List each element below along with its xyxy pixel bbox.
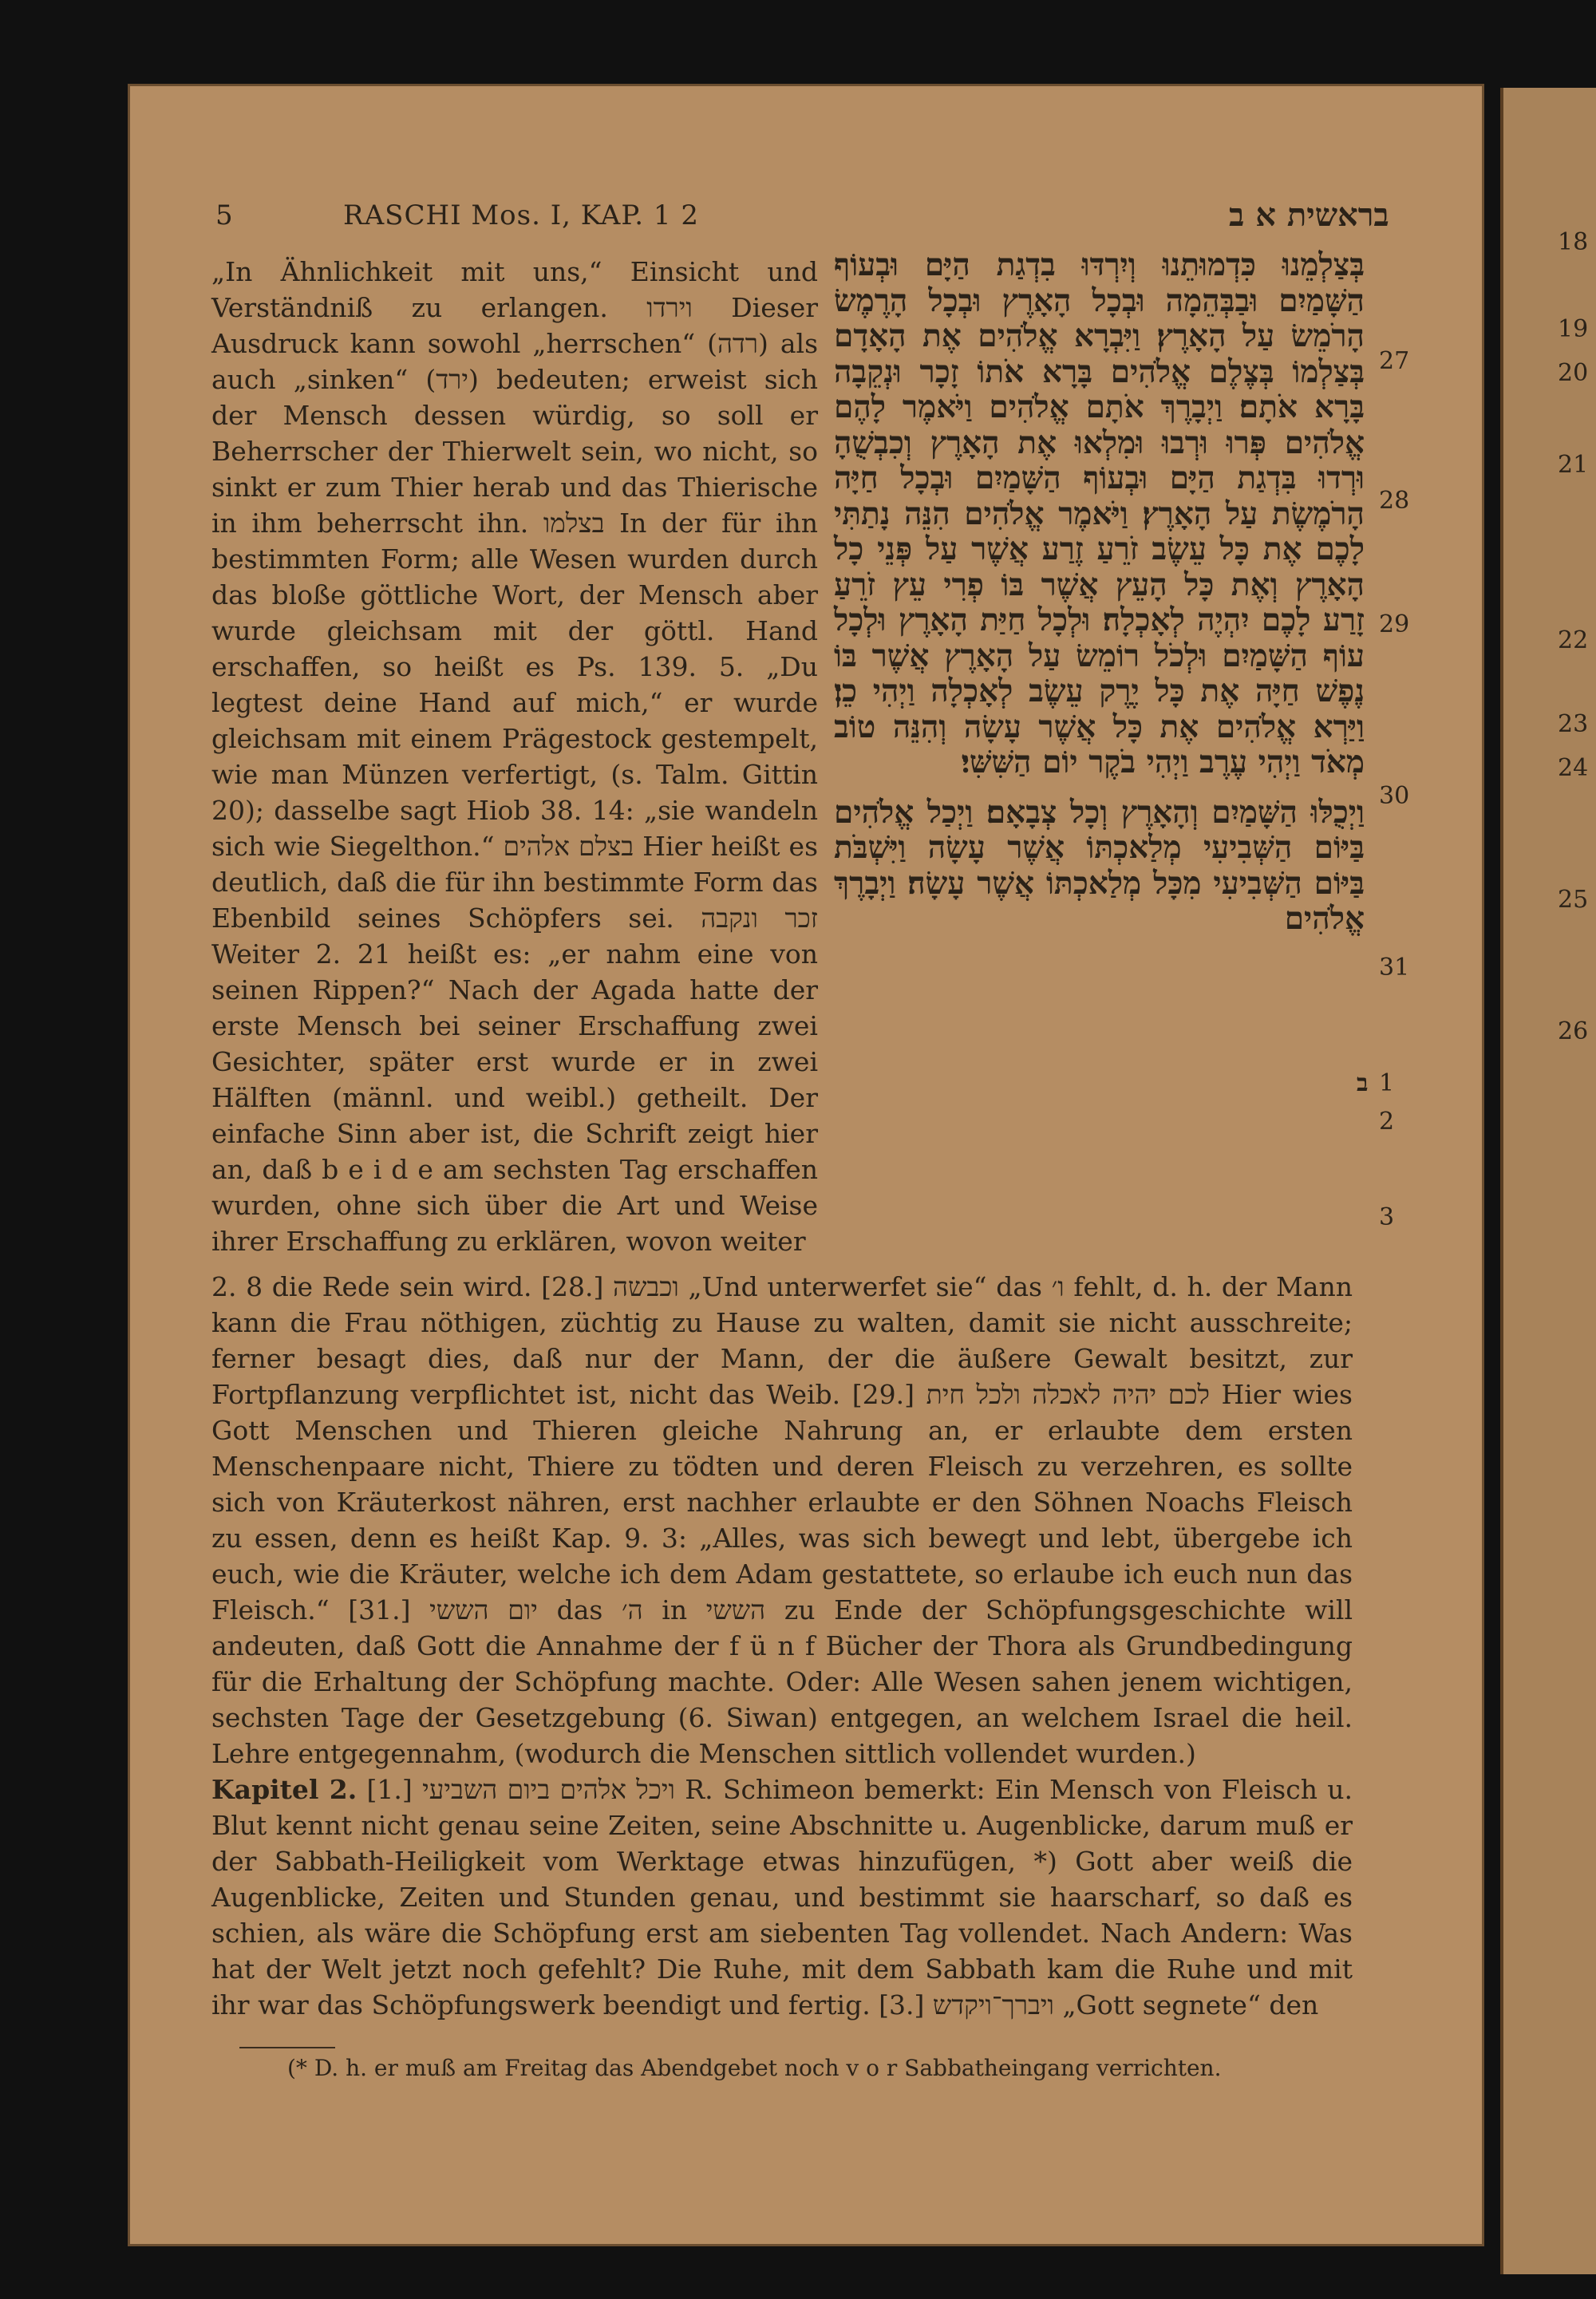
footnote: (* D. h. er muß am Freitag das Abendgebet noch v o r Sabbatheingang verrichten. <box>287 2055 1222 2081</box>
page-number: 5 <box>215 199 233 231</box>
chapter-marker: ב <box>1357 1069 1369 1097</box>
margin-number: 18 <box>1558 228 1589 256</box>
margin-number: 25 <box>1558 886 1589 914</box>
commentary-paragraph-kapitel <box>211 1772 1353 2023</box>
margin-number: 24 <box>1558 754 1589 782</box>
verse-number: 28 <box>1379 487 1410 515</box>
margin-number: 21 <box>1558 451 1589 479</box>
margin-number: 20 <box>1558 359 1589 387</box>
verse-number: 30 <box>1379 782 1410 810</box>
verse-number: 31 <box>1379 954 1410 982</box>
hebrew-chapter-2-text: וַיְכֻלּוּ הַשָּׁמַיִם וְהָאָרֶץ וְכָל צְבָאָם׃ וַיְכַל אֱלֹהִים בַּיּוֹם הַשְּׁבִיעִי מְלַאכְתּוֹ אֲשֶׁר עָשָׂה וַיִּשְׁבֹּת בַּיּוֹם הַשְּׁבִיעִי מִכָּל מְלַאכְתּוֹ אֲשֶׁר עָשָׂה׃ וַיְבָרֶךְ אֱלֹהִים <box>834 793 1365 937</box>
verse-number: 27 <box>1379 347 1410 375</box>
hebrew-text-column <box>834 247 1365 937</box>
verse-number: 29 <box>1379 610 1410 638</box>
full-width-commentary <box>211 1269 1353 2023</box>
commentary-column: „In Ähnlichkeit mit uns,“ Einsicht und Verständniß zu erlangen. וירדו Dieser Ausdruck kann sowohl „herrschen“ (רדה) als auch „sinken“ (ירד) bedeuten; erweist sich der Mensch dessen würdig, so soll er Beherrscher der Thierwelt sein, wo nicht, so sinkt er zum Thier herab und das Thierische in ihm beherrscht ihn. בצלמו In der für ihn bestimmten Form; alle Wesen wurden durch das bloße göttliche Wort, der Mensch aber wurde gleichsam mit der göttl. Hand erschaffen, so heißt es Ps. 139. 5. „Du legtest deine Hand auf mich,“ er wurde gleichsam mit einem Prägestock gestempelt, wie man Münzen verfertigt, (s. Talm. Gittin 20); dasselbe sagt Hiob 38. 14: „sie wandeln sich wie Siegelthon.“ בצלם אלהים Hier heißt es deutlich, daß die für ihn bestimmte Form das Ebenbild seines Schöpfers sei. זכר ונקבה Weiter 2. 21 heißt es: „er nahm eine von seinen Rippen?“ Nach der Agada hatte der erste Mensch bei seiner Erschaffung zwei Gesichter, später erst wurde er in zwei Hälften (männl. und weibl.) getheilt. Der einfache Sinn aber ist, die Schrift zeigt hier an, daß b e i d e am sechsten Tag erschaffen wurden, ohne sich über die Art und Weise ihrer Erschaffung zu erklären, wovon weiter <box>211 256 819 1257</box>
kapitel-text: [1.] ויכל אלהים ביום השביעי R. Schimeon bemerkt: Ein Mensch von Fleisch u. Blut kennt nicht genau seine Zeiten, seine Abschnitte u. Augenblicke, darum muß er der Sabbath-Heiligkeit vom Werktage etwas hinzufügen, *) Gott aber weiß die Augenblicke, Zeiten und Stunden genau, und bestimmt sie haarscharf, so daß es schien, als wäre die Schöpfung erst am siebenten Tag vollendet. Nach Andern: Was hat der Welt jetzt noch gefehlt? Die Ruhe, mit dem Sabbath kam die Ruhe und mit ihr war das Schöpfungswerk beendigt und fertig. [3.] ויברך־ויקדש „Gott segnete“ den <box>211 1774 1353 2021</box>
margin-number: 26 <box>1558 1017 1589 1045</box>
hebrew-chapter-1-text: בְּצַלְמֵנוּ כִּדְמוּתֵנוּ וְיִרְדּוּ בִדְגַת הַיָּם וּבְעוֹף הַשָּׁמַיִם וּבַבְּהֵמָה וּבְכָל הָאָרֶץ וּבְכָל הָרֶמֶשׂ הָרֹמֵשׂ עַל הָאָרֶץ׃ וַיִּבְרָא אֱלֹהִים אֶת הָאָדָם בְּצַלְמוֹ בְּצֶלֶם אֱלֹהִים בָּרָא אֹתוֹ זָכָר וּנְקֵבָה בָּרָא אֹתָם׃ וַיְבָרֶךְ אֹתָם אֱלֹהִים וַיֹּאמֶר לָהֶם אֱלֹהִים פְּרוּ וּרְבוּ וּמִלְאוּ אֶת הָאָרֶץ וְכִבְשֻׁהָ וּרְדוּ בִּדְגַת הַיָּם וּבְעוֹף הַשָּׁמַיִם וּבְכָל חַיָּה הָרֹמֶשֶׂת עַל הָאָרֶץ׃ וַיֹּאמֶר אֱלֹהִים הִנֵּה נָתַתִּי לָכֶם אֶת כָּל עֵשֶׂב זֹרֵעַ זֶרַע אֲשֶׁר עַל פְּנֵי כָל הָאָרֶץ וְאֶת כָּל הָעֵץ אֲשֶׁר בּוֹ פְרִי עֵץ זֹרֵעַ זָרַע לָכֶם יִהְיֶה לְאָכְלָה׃ וּלְכָל חַיַּת הָאָרֶץ וּלְכָל עוֹף הַשָּׁמַיִם וּלְכֹל רוֹמֵשׂ עַל הָאָרֶץ אֲשֶׁר בּוֹ נֶפֶשׁ חַיָּה אֶת כָּל יֶרֶק עֵשֶׂב לְאָכְלָה וַיְהִי כֵן׃ וַיַּרְא אֱלֹהִים אֶת כָּל אֲשֶׁר עָשָׂה וְהִנֵּה טוֹב מְאֹד וַיְהִי עֶרֶב וַיְהִי בֹקֶר יוֹם הַשִּׁשִּׁי׃ <box>834 247 1365 780</box>
kapitel-heading: Kapitel 2. <box>211 1774 358 1805</box>
margin-number: 23 <box>1558 710 1589 738</box>
margin-number: 19 <box>1558 315 1589 343</box>
footnote-divider <box>239 2047 335 2048</box>
verse-number: 1 <box>1379 1069 1395 1097</box>
margin-number: 22 <box>1558 626 1589 654</box>
running-title: RASCHI Mos. I, KAP. 1 2 <box>343 199 699 231</box>
adjacent-page-edge <box>1500 88 1596 2274</box>
hebrew-running-title: בראשית א ב <box>1229 196 1389 234</box>
verse-number: 2 <box>1379 1108 1395 1136</box>
page-header <box>215 196 1532 234</box>
commentary-paragraph: 2. 8 die Rede sein wird. [28.] וכבשה „Und unterwerfet sie“ das ו׳ fehlt, d. h. der Mann kann die Frau nöthigen, züchtig zu Hause zu walten, damit sie nicht ausschreite; ferner besagt dies, daß nur der Mann, der die äußere Gewalt besitzt, zur Fortpflanzung verpflichtet ist, nicht das Weib. [29.] לכם יהיה לאכלה ולכל חית Hier wies Gott Menschen und Thieren gleiche Nahrung an, er erlaubte dem ersten Menschenpaare nicht, Thiere zu tödten und deren Fleisch zu verzehren, es sollte sich von Kräuterkost nähren, erst nachher erlaubte er den Söhnen Noachs Fleisch zu essen, denn es heißt Kap. 9. 3: „Alles, was sich bewegt und lebt, übergebe ich euch, wie die Kräuter, welche ich dem Adam gestattete, so erlaube ich euch nun das Fleisch.“ [31.] יום הששי das ה׳ in הששי zu Ende der Schöpfungsgeschichte will andeuten, daß Gott die Annahme der f ü n f Bücher der Thora als Grundbedingung für die Erhaltung der Schöpfung machte. Oder: Alle Wesen sahen jenem wichtigen, sechsten Tage der Gesetzgebung (6. Siwan) entgegen, an welchem Israel die heil. Lehre entgegennahm, (wodurch die Menschen sittlich vollendet wurden.) <box>211 1271 1353 1769</box>
verse-number: 3 <box>1379 1203 1395 1231</box>
